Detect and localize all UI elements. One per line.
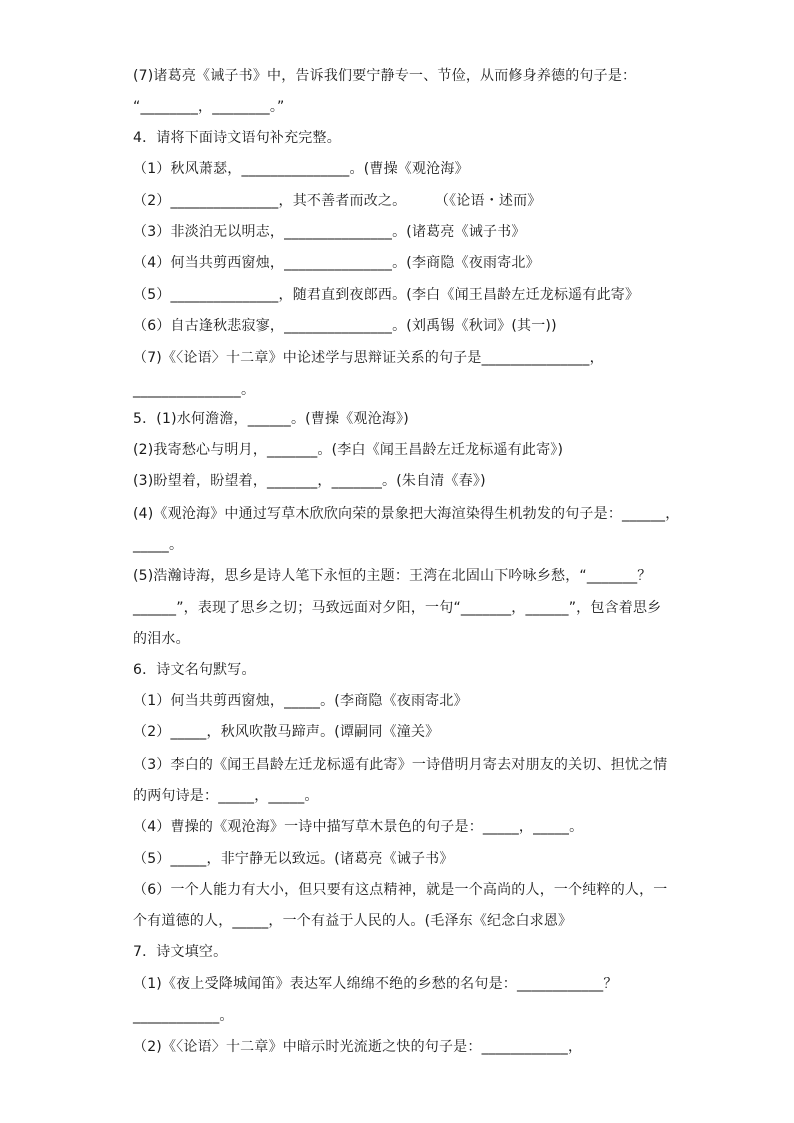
text-line: （1）何当共剪西窗烛，_____。(李商隐《夜雨寄北》 xyxy=(133,693,468,709)
text-line: “________，________。” xyxy=(133,99,285,115)
text-line: (2)我寄愁心与明月，_______。(李白《闻王昌龄左迁龙标遥有此寄》) xyxy=(133,442,564,458)
text-line: （4）何当共剪西窗烛，_______________。(李商隐《夜雨寄北》 xyxy=(133,255,540,271)
text-line: （6）一个人能力有大小，但只要有这点精神，就是一个高尚的人，一个纯粹的人，一 xyxy=(133,882,668,898)
text-line: （1)《夜上受降城闻笛》表达军人绵绵不绝的乡愁的名句是：____________？ xyxy=(133,976,618,992)
question-heading: 7．诗文填空。 xyxy=(133,944,228,960)
text-line: （2)《〈论语〉十二章》中暗示时光流逝之快的句子是：____________， xyxy=(133,1039,583,1055)
text-line: （2）_____，秋风吹散马蹄声。(谭嗣同《潼关》 xyxy=(133,724,440,740)
text-line: 的泪水。 xyxy=(133,631,190,647)
text-line: ____________。 xyxy=(133,1008,234,1024)
text-line: （3）非淡泊无以明志，_______________。(诸葛亮《诫子书》 xyxy=(133,224,526,240)
text-line: 个有道德的人，_____，一个有益于人民的人。(毛泽东《纪念白求恩》 xyxy=(133,913,573,929)
text-line: (5)浩瀚诗海，思乡是诗人笔下永恒的主题：王湾在北固山下吟咏乡愁，“_______？ xyxy=(133,568,652,584)
text-line: （3）李白的《闻王昌龄左迁龙标遥有此寄》一诗借明月寄去对朋友的关切、担忧之情 xyxy=(133,757,668,773)
text-line: (7)诸葛亮《诫子书》中，告诉我们要宁静专一、节俭，从而修身养德的句子是： xyxy=(133,68,637,84)
text-line: 的两句诗是：_____，_____。 xyxy=(133,788,319,804)
question-heading: 6．诗文名句默写。 xyxy=(133,662,256,678)
text-line: （5）_____，非宁静无以致远。(诸葛亮《诫子书》 xyxy=(133,851,454,867)
text-line: （7)《〈论语〉十二章》中论述学与思辩证关系的句子是_______________， xyxy=(133,350,604,366)
text-line: （2）_______________，其不善者而改之。 （《论语・述而》 xyxy=(133,193,542,209)
text-line: （4）曹操的《观沧海》一诗中描写草木景色的句子是：_____，_____。 xyxy=(133,819,584,835)
question-heading: 4．请将下面诗文语句补充完整。 xyxy=(133,130,341,146)
text-line: (4)《观沧海》中通过写草木欣欣向荣的景象把大海渲染得生机勃发的句子是：______， xyxy=(133,506,680,522)
text-line: （1）秋风萧瑟，_______________。(曹操《观沧海》 xyxy=(133,161,469,177)
text-line: _______________。 xyxy=(133,382,256,398)
text-line: (3)盼望着，盼望着，_______，_______。(朱自清《春》) xyxy=(133,473,486,489)
text-line: （6）自古逢秋悲寂寥，_______________。(刘禹锡《秋词》(其一)) xyxy=(133,318,557,334)
question-heading: 5．(1)水何澹澹，______。(曹操《观沧海》) xyxy=(133,411,409,427)
text-line: ______”，表现了思乡之切；马致远面对夕阳，一句“_______，______”，包含着思乡 xyxy=(133,600,662,616)
text-line: _____。 xyxy=(133,537,184,553)
text-line: （5）_______________，随君直到夜郎西。(李白《闻王昌龄左迁龙标遥有此寄》 xyxy=(133,287,640,303)
